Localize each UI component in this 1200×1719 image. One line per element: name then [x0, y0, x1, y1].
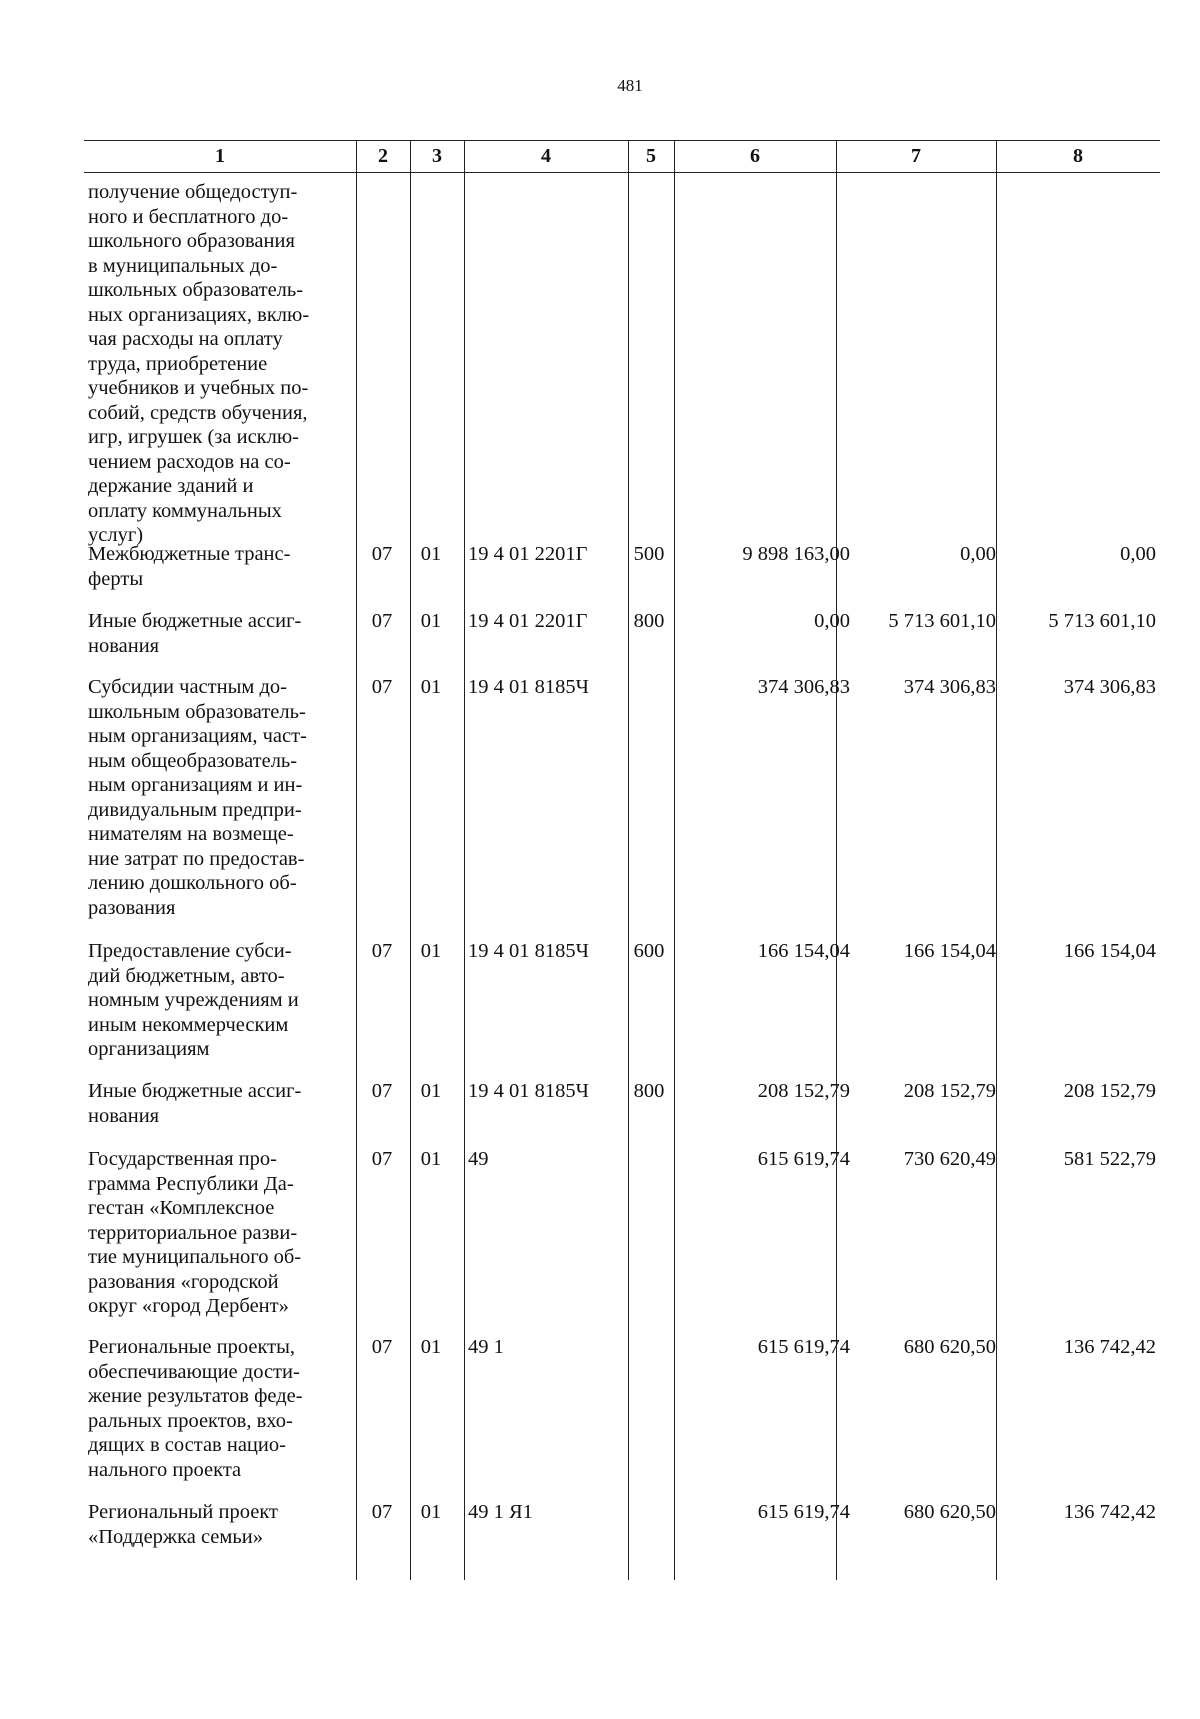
target-article: 19 4 01 2201Г — [468, 610, 588, 632]
column-divider — [836, 140, 837, 1580]
amount-col-7: 680 620,50 — [903, 1336, 996, 1358]
amount-col-7: 166 154,04 — [903, 940, 996, 962]
amount-col-6: 615 619,74 — [757, 1501, 850, 1523]
amount-col-6: 166 154,04 — [757, 940, 850, 962]
row-name: получение общедоступ- ного и бесплатного до- школьного образования в муниципальных до- школьных образователь- ных организациях, вклю- чая расходы на оплату труда, приобретение учебников и учебных по- собий, средств обучения, игр, игрушек (за исклю- чением расходов на со- держание зданий и оплату коммунальных услуг) — [88, 181, 310, 546]
amount-col-8: 136 742,42 — [1063, 1501, 1156, 1523]
column-header: 5 — [646, 145, 656, 167]
expense-type: 800 — [633, 1080, 665, 1102]
row-name: Межбюджетные транс- ферты — [88, 543, 291, 590]
amount-col-6: 615 619,74 — [757, 1148, 850, 1170]
subsection-code: 01 — [420, 1501, 442, 1523]
expense-type: 500 — [633, 543, 665, 565]
header-bottom-rule — [84, 172, 1160, 173]
subsection-code: 01 — [420, 543, 442, 565]
subsection-code: 01 — [420, 1336, 442, 1358]
amount-col-6: 0,00 — [814, 610, 850, 632]
target-article: 49 — [468, 1148, 489, 1170]
amount-col-7: 0,00 — [960, 543, 996, 565]
amount-col-8: 5 713 601,10 — [1048, 610, 1156, 632]
column-divider — [674, 140, 675, 1580]
column-divider — [464, 140, 465, 1580]
subsection-code: 01 — [420, 1148, 442, 1170]
expense-type: 600 — [633, 940, 665, 962]
page-number: 481 — [617, 76, 643, 95]
column-header: 8 — [1073, 145, 1083, 167]
section-code: 07 — [371, 940, 393, 962]
column-divider — [410, 140, 411, 1580]
subsection-code: 01 — [420, 610, 442, 632]
section-code: 07 — [371, 1148, 393, 1170]
amount-col-6: 374 306,83 — [757, 676, 850, 698]
amount-col-7: 680 620,50 — [903, 1501, 996, 1523]
row-name: Иные бюджетные ассиг- нования — [88, 1080, 302, 1127]
amount-col-8: 208 152,79 — [1063, 1080, 1156, 1102]
subsection-code: 01 — [420, 940, 442, 962]
amount-col-6: 9 898 163,00 — [742, 543, 850, 565]
column-divider — [628, 140, 629, 1580]
column-divider — [356, 172, 357, 1580]
section-code: 07 — [371, 1336, 393, 1358]
row-name: Государственная про- грамма Республики Да- гестан «Комплексное территориальное разви- тие муниципального об- разования «городской округ «город Дербент» — [88, 1148, 302, 1317]
section-code: 07 — [371, 543, 393, 565]
row-name: Иные бюджетные ассиг- нования — [88, 610, 302, 657]
amount-col-8: 374 306,83 — [1063, 676, 1156, 698]
row-name: Субсидии частным до- школьным образователь- ным организациям, част- ным общеобразователь- ным организациям и ин- дивидуальным предпри- нимателям на возмеще- ние затрат по предостав- лению дошкольного об- разования — [88, 676, 307, 919]
target-article: 49 1 Я1 — [468, 1501, 533, 1523]
target-article: 49 1 — [468, 1336, 504, 1358]
column-header: 1 — [215, 145, 225, 167]
amount-col-6: 615 619,74 — [757, 1336, 850, 1358]
section-code: 07 — [371, 1501, 393, 1523]
target-article: 19 4 01 8185Ч — [468, 940, 589, 962]
row-name: Региональные проекты, обеспечивающие дости- жение результатов феде- ральных проектов, вхо- дящих в состав нацио- нального проекта — [88, 1336, 303, 1481]
amount-col-8: 581 522,79 — [1063, 1148, 1156, 1170]
target-article: 19 4 01 8185Ч — [468, 1080, 589, 1102]
subsection-code: 01 — [420, 1080, 442, 1102]
target-article: 19 4 01 2201Г — [468, 543, 588, 565]
section-code: 07 — [371, 1080, 393, 1102]
amount-col-8: 166 154,04 — [1063, 940, 1156, 962]
target-article: 19 4 01 8185Ч — [468, 676, 589, 698]
amount-col-7: 730 620,49 — [903, 1148, 996, 1170]
amount-col-7: 374 306,83 — [903, 676, 996, 698]
budget-table — [84, 140, 1160, 1580]
section-code: 07 — [371, 676, 393, 698]
row-name: Региональный проект «Поддержка семьи» — [88, 1501, 278, 1548]
column-header: 3 — [432, 145, 442, 167]
section-code: 07 — [371, 610, 393, 632]
column-divider — [996, 140, 997, 1580]
amount-col-8: 0,00 — [1120, 543, 1156, 565]
amount-col-7: 208 152,79 — [903, 1080, 996, 1102]
subsection-code: 01 — [420, 676, 442, 698]
column-header: 7 — [911, 145, 921, 167]
amount-col-7: 5 713 601,10 — [888, 610, 996, 632]
amount-col-8: 136 742,42 — [1063, 1336, 1156, 1358]
column-header: 6 — [750, 145, 760, 167]
amount-col-6: 208 152,79 — [757, 1080, 850, 1102]
column-header: 2 — [378, 145, 388, 167]
column-header: 4 — [541, 145, 551, 167]
expense-type: 800 — [633, 610, 665, 632]
row-name: Предоставление субси- дий бюджетным, авто- номным учреждениям и иным некоммерческим организациям — [88, 940, 299, 1060]
